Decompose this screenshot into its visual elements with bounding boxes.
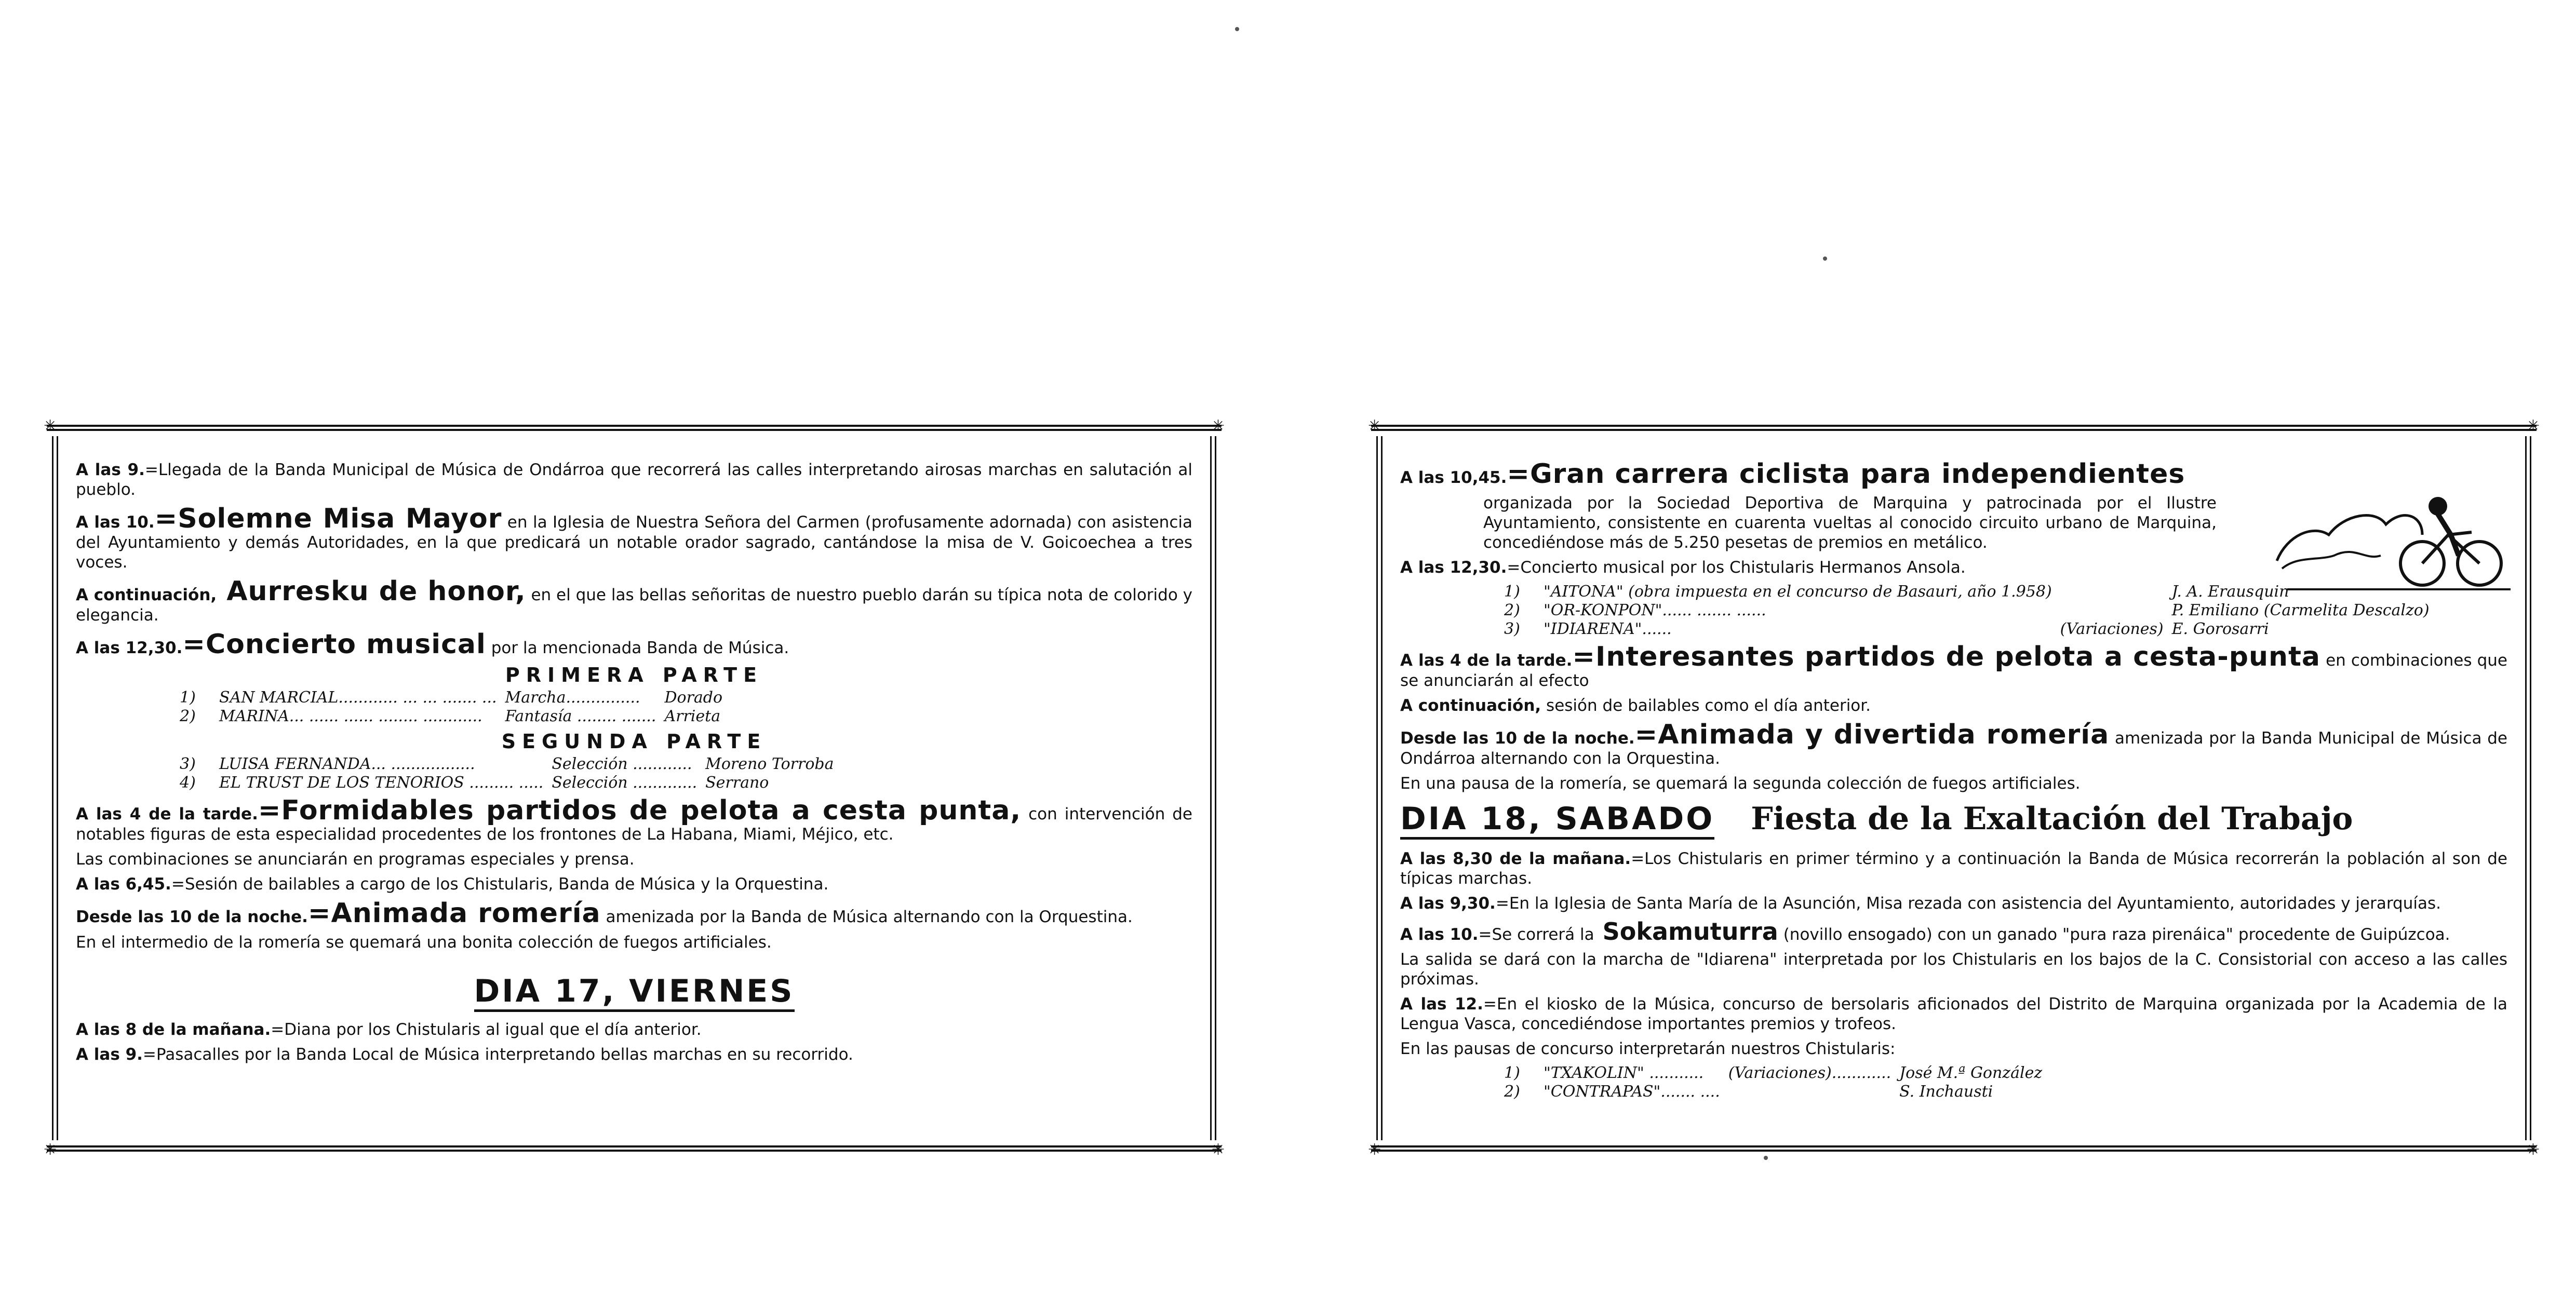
star-ornament-icon: ✳	[1211, 417, 1225, 435]
event-item: A las 6,45.=Sesión de bailables a cargo de los Chistularis, Banda de Música y la Orquestina.	[76, 875, 829, 894]
event-item: A las 4 de la tarde.=Interesantes partidos de pelota a cesta-punta en combinaciones que se anunciarán al efecto	[1400, 641, 2507, 690]
table-row: 1) "TXAKOLIN" ........... (Variaciones)............ José M.ª González	[1504, 1064, 2043, 1082]
table-row: 2) "OR-KONPON"...... ....... ...... P. Emiliano (Carmelita Descalzo)	[1504, 601, 2430, 619]
border-line	[1376, 436, 1383, 1140]
section-heading: SEGUNDA PARTE	[501, 730, 767, 753]
right-program-page	[1368, 417, 2540, 1159]
table-row: 4) EL TRUST DE LOS TENORIOS ......... ..... Selección ............. Serrano	[180, 774, 769, 792]
star-ornament-icon: ✳	[44, 1141, 57, 1159]
event-item: A las 12,30.=Concierto musical por la mencionada Banda de Música.	[76, 629, 789, 660]
event-item: A las 8 de la mañana.=Diana por los Chistularis al igual que el día anterior.	[76, 1020, 702, 1039]
table-row: 3) "IDIARENA"...... (Variaciones) E. Gorosarri	[1504, 620, 2269, 638]
table-row: 2) "CONTRAPAS"....... .... S. Inchausti	[1504, 1083, 1993, 1101]
program-table	[180, 755, 842, 792]
border-line	[52, 436, 58, 1140]
event-item: Desde las 10 de la noche.=Animada y divertida romería amenizada por la Banda Municipal de Música de Ondárroa alternando con la Orquestina.	[1400, 719, 2507, 768]
event-item: A las 12.=En el kiosko de la Música, concurso de bersolaris aficionados del Distrito de Marquina organizada por la Academia de la Lengua Vasca, concediéndose importantes premios y trofeos.	[1400, 995, 2507, 1033]
table-row: 2) MARINA... ...... ...... ........ ............ Fantasía ........ ....... Arrieta	[180, 707, 721, 725]
section-heading: PRIMERA PARTE	[505, 664, 763, 686]
event-item: organizada por la Sociedad Deportiva de Marquina y patrocinada por el Ilustre Ayuntamiento, consistente en cuarenta vueltas al conocido circuito urbano de Marquina, concediéndose más de 5.250 pesetas de premios en metálico.	[1483, 494, 2217, 552]
right-content	[1400, 460, 2507, 1105]
event-item: La salida se dará con la marcha de "Idiarena" interpretada por los Chistularis en los bajos de la C. Consistorial con acceso a las calles próximas.	[1400, 950, 2507, 989]
left-content	[76, 460, 1192, 1070]
event-item: En las pausas de concurso interpretarán nuestros Chistularis:	[1400, 1040, 1896, 1058]
event-item: En el intermedio de la romería se quemará una bonita colección de fuegos artificiales.	[76, 933, 772, 952]
left-program-page	[44, 417, 1225, 1159]
border-line	[2525, 436, 2531, 1140]
table-row: 1) "AITONA" (obra impuesta en el concurso de Basauri, año 1.958) J. A. Erausquin	[1504, 583, 2289, 601]
event-item: A las 10.=Solemne Misa Mayor en la Iglesia de Nuestra Señora del Carmen (profusamente adornada) con asistencia del Ayuntamiento y demás Autoridades, en la que predicará un notable orador sagrado, cantándose la misa de V. Goicoechea a tres voces.	[76, 503, 1192, 572]
star-ornament-icon: ✳	[1211, 1141, 1225, 1159]
star-ornament-icon: ✳	[2526, 1141, 2540, 1159]
event-item: Desde las 10 de la noche.=Animada romería amenizada por la Banda de Música alternando con la Orquestina.	[76, 898, 1133, 929]
event-item: A las 4 de la tarde.=Formidables partidos de pelota a cesta punta, con intervención de notables figuras de esta especialidad procedentes de los frontones de La Habana, Miami, Méjico, etc.	[76, 795, 1192, 844]
event-item: A las 9.=Llegada de la Banda Municipal de Música de Ondárroa que recorrerá las calles interpretando airosas marchas en salutación al pueblo.	[76, 461, 1192, 499]
star-ornament-icon: ✳	[1368, 417, 1381, 435]
table-row: 3) LUISA FERNANDA... ................. Selección ............ Moreno Torroba	[180, 755, 834, 773]
event-item: A las 12,30.=Concierto musical por los Chistularis Hermanos Ansola.	[1400, 558, 1966, 577]
star-ornament-icon: ✳	[1368, 1141, 1381, 1159]
star-ornament-icon: ✳	[2526, 417, 2540, 435]
day-heading: DIA 18, SABADO Fiesta de la Exaltación del Trabajo	[1400, 801, 2507, 840]
event-item: A las 8,30 de la mañana.=Los Chistularis en primer término y a continuación la Banda de Música recorrerán la población al son de típicas marchas.	[1400, 849, 2508, 888]
border-line	[1210, 436, 1216, 1140]
event-item: A continuación, Aurresku de honor, en el que las bellas señoritas de nuestro pueblo darán su típica nota de colorido y elegancia.	[76, 576, 1192, 625]
day-heading: DIA 17, VIERNES	[76, 973, 1192, 1009]
star-ornament-icon: ✳	[44, 417, 57, 435]
day-title: Fiesta de la Exaltación del Trabajo	[1751, 801, 2353, 837]
event-item: A las 9.=Pasacalles por la Banda Local de Música interpretando bellas marchas en su recorrido.	[76, 1045, 853, 1064]
program-table	[180, 688, 731, 726]
speck	[1235, 27, 1239, 31]
table-row: 1) SAN MARCIAL............ ... ... ....... ... Marcha............... Dorado	[180, 688, 723, 707]
event-item: Las combinaciones se anunciarán en programas especiales y prensa.	[76, 850, 635, 869]
event-item: A las 9,30.=En la Iglesia de Santa María de la Asunción, Misa rezada con asistencia del Ayuntamiento, autoridades y jerarquías.	[1400, 894, 2441, 913]
event-item: A continuación, sesión de bailables como el día anterior.	[1400, 696, 1871, 715]
speck	[1764, 1156, 1768, 1160]
event-item: A las 10,45.=Gran carrera ciclista para independientes	[1400, 458, 2185, 490]
program-table	[1504, 1064, 2050, 1101]
program-table	[1504, 583, 2438, 639]
event-item: En una pausa de la romería, se quemará la segunda colección de fuegos artificiales.	[1400, 774, 2081, 793]
event-item: A las 10.=Se correrá la Sokamuturra (novillo ensogado) con un ganado "pura raza pirenáica" procedente de Guipúzcoa.	[1400, 917, 2450, 946]
speck	[1823, 256, 1827, 261]
